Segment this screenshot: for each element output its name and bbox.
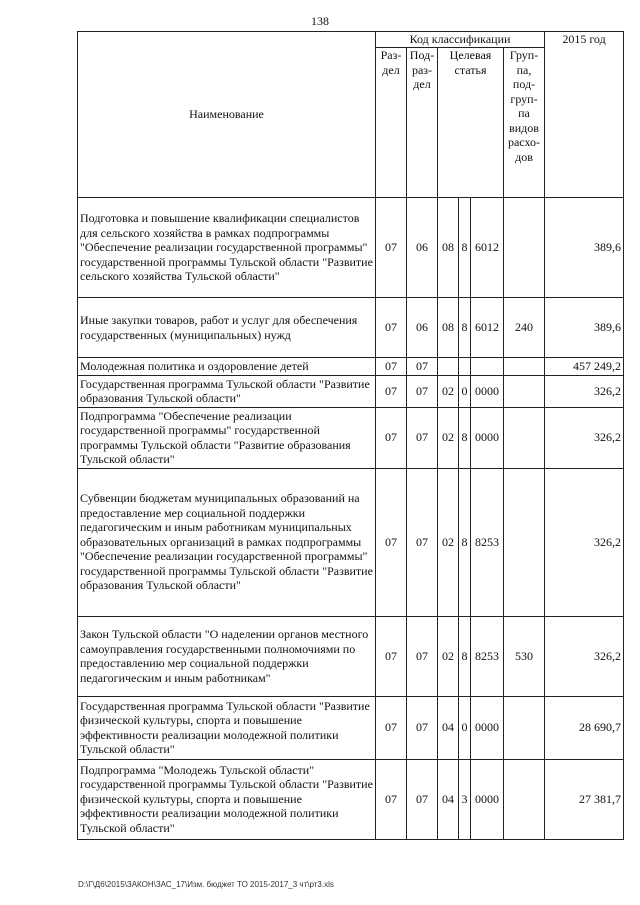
header-name: Наименование [78,32,376,198]
row-subsection: 07 [407,696,438,759]
row-name: Закон Тульской области "О наделении органов местного самоуправления государственными полномочиями по предоставлению мер социальной поддержки педагогическим и иным работникам" [78,616,376,696]
row-target-program [438,358,459,376]
row-section: 07 [376,358,407,376]
row-section: 07 [376,759,407,839]
row-expense-type [504,407,545,468]
row-subsection: 07 [407,759,438,839]
row-target-program: 08 [438,198,459,298]
row-amount: 27 381,7 [545,759,624,839]
table-row [78,298,624,358]
table-row [78,696,624,759]
row-expense-type [504,375,545,407]
row-expense-type: 240 [504,298,545,358]
row-target-direction: 0000 [471,375,504,407]
footer-file-path: D:\Г\Д6\2015\ЗАКОН\ЗАС_17\Изм. бюджет ТО 2015-2017_3 чт\рт3.xls [78,880,334,889]
row-subsection: 07 [407,407,438,468]
row-name: Подготовка и повышение квалификации специалистов для сельского хозяйства в рамках подпрограммы "Обеспечение реализации государственной программы" государственной программы Тульской области "Развитие сельского хозяйства Тульской области" [78,198,376,298]
row-name: Молодежная политика и оздоровление детей [78,358,376,376]
row-target-direction: 0000 [471,696,504,759]
row-target-direction: 6012 [471,298,504,358]
header-code-group: Код классификации [376,32,545,48]
row-name: Государственная программа Тульской области "Развитие физической культуры, спорта и повышение эффективности реализации молодежной политики Тульской области" [78,696,376,759]
row-section: 07 [376,616,407,696]
row-target-direction: 8253 [471,616,504,696]
header-section: Раз- дел [376,48,407,198]
row-expense-type [504,198,545,298]
row-name: Подпрограмма "Обеспечение реализации государственной программы" государственной программы Тульской области "Развитие образования Тульской области" [78,407,376,468]
header-subsection: Под- раз- дел [407,48,438,198]
row-name: Иные закупки товаров, работ и услуг для обеспечения государственных (муниципальных) нужд [78,298,376,358]
row-target-subprogram: 3 [459,759,471,839]
row-expense-type [504,358,545,376]
row-target-program: 08 [438,298,459,358]
table-row [78,468,624,616]
row-target-program: 04 [438,759,459,839]
row-target-program: 02 [438,468,459,616]
row-amount: 28 690,7 [545,696,624,759]
row-amount: 389,6 [545,198,624,298]
table-row [78,375,624,407]
row-expense-type [504,759,545,839]
row-target-direction: 8253 [471,468,504,616]
row-amount: 389,6 [545,298,624,358]
row-target-program: 04 [438,696,459,759]
table-row [78,198,624,298]
row-section: 07 [376,198,407,298]
row-target-subprogram [459,358,471,376]
table-row [78,759,624,839]
row-target-subprogram: 8 [459,468,471,616]
row-subsection: 07 [407,468,438,616]
row-expense-type: 530 [504,616,545,696]
row-amount: 326,2 [545,375,624,407]
row-name: Государственная программа Тульской области "Развитие образования Тульской области" [78,375,376,407]
row-subsection: 06 [407,198,438,298]
row-subsection: 07 [407,616,438,696]
row-section: 07 [376,298,407,358]
row-section: 07 [376,375,407,407]
row-section: 07 [376,468,407,616]
row-target-program: 02 [438,375,459,407]
row-subsection: 07 [407,375,438,407]
row-target-subprogram: 0 [459,375,471,407]
row-target-subprogram: 8 [459,298,471,358]
header-expense-group: Груп- па, под- груп- па видов расхо- дов [504,48,545,198]
row-subsection: 07 [407,358,438,376]
row-target-direction: 0000 [471,407,504,468]
budget-table [77,31,624,840]
row-section: 07 [376,696,407,759]
header-target: Целевая статья [438,48,504,198]
row-expense-type [504,468,545,616]
row-target-direction: 6012 [471,198,504,298]
table-row [78,616,624,696]
page-number: 138 [311,14,329,28]
row-target-program: 02 [438,616,459,696]
row-target-direction [471,358,504,376]
row-target-subprogram: 0 [459,696,471,759]
row-amount: 457 249,2 [545,358,624,376]
row-name: Субвенции бюджетам муниципальных образований на предоставление мер социальной поддержки педагогическим и иным работникам муниципальных образовательных организаций в рамках подпрограммы "Обеспечение реализации государственной программы" государственной программы Тульской области "Развитие образования Тульской области" [78,468,376,616]
table-row [78,358,624,376]
row-amount: 326,2 [545,407,624,468]
row-subsection: 06 [407,298,438,358]
row-name: Подпрограмма "Молодежь Тульской области" государственной программы Тульской области "Развитие физической культуры, спорта и повышение эффективности реализации молодежной политики Тульской области" [78,759,376,839]
row-target-direction: 0000 [471,759,504,839]
row-amount: 326,2 [545,468,624,616]
row-target-program: 02 [438,407,459,468]
row-expense-type [504,696,545,759]
row-target-subprogram: 8 [459,616,471,696]
row-amount: 326,2 [545,616,624,696]
row-target-subprogram: 8 [459,198,471,298]
table-row [78,407,624,468]
row-target-subprogram: 8 [459,407,471,468]
row-section: 07 [376,407,407,468]
header-year: 2015 год [545,32,624,198]
